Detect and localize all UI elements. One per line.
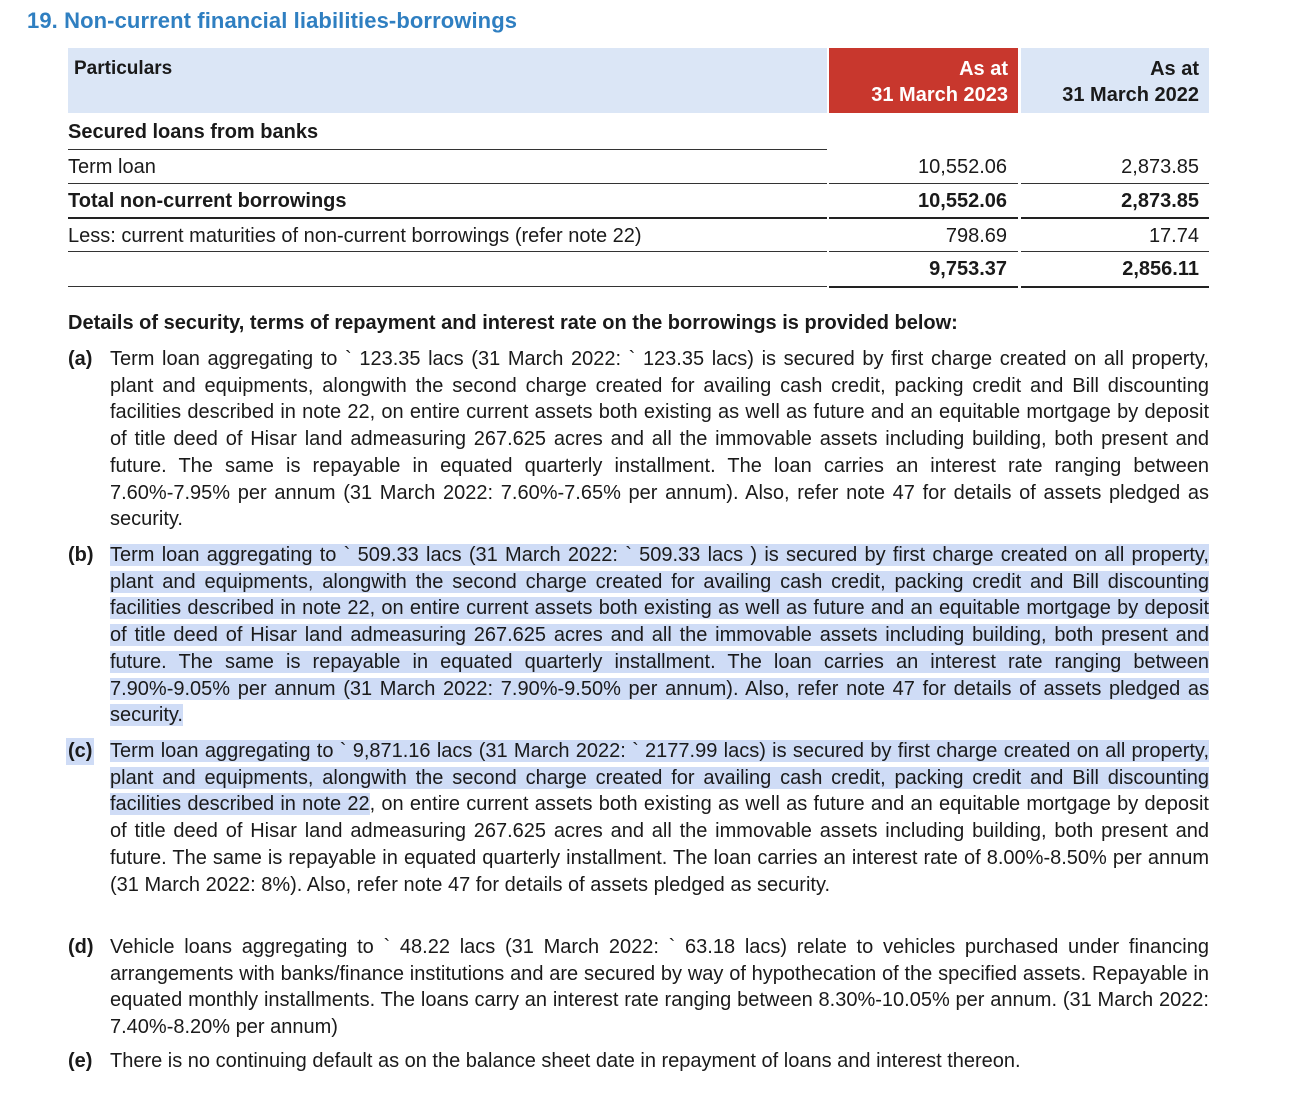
value-2022: 17.74: [1148, 225, 1199, 247]
item-marker: (a): [68, 348, 93, 370]
value-2022: 2,856.11: [1122, 258, 1199, 280]
row-divider: [1021, 251, 1209, 252]
row-divider: [829, 217, 1018, 219]
item-text: [110, 542, 1209, 729]
row-label: Term loan: [68, 156, 156, 178]
section-title: 19. Non-current financial liabilities-borrowings: [27, 8, 518, 33]
row-divider: [68, 251, 827, 252]
column-header-2023-line1: As at: [959, 58, 1008, 80]
row-divider: [68, 286, 827, 287]
row-divider: [1021, 286, 1209, 288]
row-divider: [68, 217, 827, 219]
row-label: Less: current maturities of non-current borrowings (refer note 22): [68, 225, 642, 247]
row-divider: [1021, 217, 1209, 219]
row-divider: [1021, 183, 1209, 184]
column-header-2022-line2: 31 March 2022: [1062, 84, 1199, 106]
item-text: Term loan aggregating to ` 123.35 lacs (31 March 2022: ` 123.35 lacs) is secured by first charge created on all property, plant and equipments, alongwith the second charge created for availing cash credit, packing credit and Bill discounting facilities described in note 22, on entire current assets both existing as well as future and an equitable mortgage by deposit of title deed of Hisar land admeasuring 267.625 acres and all the immovable assets including building, both present and future. The same is repayable in equated quarterly installment. The loan carries an interest rate ranging between 7.60%-7.95% per annum (31 March 2022: 7.60%-7.65% per annum). Also, refer note 47 for details of assets pledged as security.: [110, 348, 1209, 531]
item-marker: (c): [66, 738, 94, 765]
row-divider: [68, 149, 827, 150]
value-2023: 10,552.06: [918, 190, 1007, 212]
item-text: There is no continuing default as on the balance sheet date in repayment of loans and interest thereon.: [110, 1050, 1021, 1072]
column-header-2023: [829, 48, 1018, 113]
row-divider: [829, 251, 1018, 252]
value-2023: 9,753.37: [929, 258, 1007, 280]
item-text: Vehicle loans aggregating to ` 48.22 lacs (31 March 2022: ` 63.18 lacs) relate to vehicles purchased under financing arrangements with banks/finance institutions and are secured by way of hypothecation of the specified assets. Repayable in equated monthly installments. The loans carry an interest rate ranging between 8.30%-10.05% per annum. (31 March 2022: 7.40%-8.20% per annum): [110, 936, 1209, 1039]
item-marker: (d): [68, 936, 94, 958]
item-text: [110, 738, 1209, 898]
selected-text[interactable]: Term loan aggregating to ` 9,871.16 lacs (31 March 2022: ` 2177.99 lacs) is secured by first charge created on all property, plant and equipments, alongwith the second charge created for availing cash credit, packing credit and Bill discounting facilities described in note 22: [110, 740, 1209, 816]
particulars-header-label: Particulars: [74, 58, 173, 79]
particulars-header: [68, 48, 827, 113]
value-2022: 2,873.85: [1121, 190, 1199, 212]
value-2023: 798.69: [945, 225, 1007, 247]
details-heading: Details of security, terms of repayment and interest rate on the borrowings is provided below:: [68, 312, 958, 334]
selected-text[interactable]: Term loan aggregating to ` 509.33 lacs (31 March 2022: ` 509.33 lacs ) is secured by first charge created on all property, plant and equipments, alongwith the second charge created for availing cash credit, packing credit and Bill discounting facilities described in note 22, on entire current assets both existing as well as future and an equitable mortgage by deposit of title deed of Hisar land admeasuring 267.625 acres and all the immovable assets including building, both present and future. The same is repayable in equated quarterly installment. The loan carries an interest rate ranging between 7.90%-9.05% per annum (31 March 2022: 7.90%-9.50% per annum). Also, refer note 47 for details of assets pledged as security.: [110, 544, 1209, 727]
row-label: Secured loans from banks: [68, 121, 319, 143]
row-label: Total non-current borrowings: [68, 190, 347, 212]
column-header-2022-line1: As at: [1150, 58, 1199, 80]
row-divider: [829, 183, 1018, 184]
column-header-2023-line2: 31 March 2023: [871, 84, 1008, 106]
item-marker: (b): [68, 544, 94, 566]
unselected-text: , on entire current assets both existing as well as future and an equitable mortgage by deposit of title deed of Hisar land admeasuring 267.625 acres and all the immovable assets including building, both present and future. The same is repayable in equated quarterly installment. The loan carries an interest rate of 8.00%-8.50% per annum (31 March 2022: 8%). Also, refer note 47 for details of assets pledged as security.: [110, 793, 1209, 896]
row-divider: [68, 183, 827, 184]
value-2023: 10,552.06: [918, 156, 1007, 178]
column-header-2022: [1021, 48, 1209, 113]
value-2022: 2,873.85: [1121, 156, 1199, 178]
row-divider: [829, 286, 1018, 288]
item-marker: (e): [68, 1050, 93, 1072]
